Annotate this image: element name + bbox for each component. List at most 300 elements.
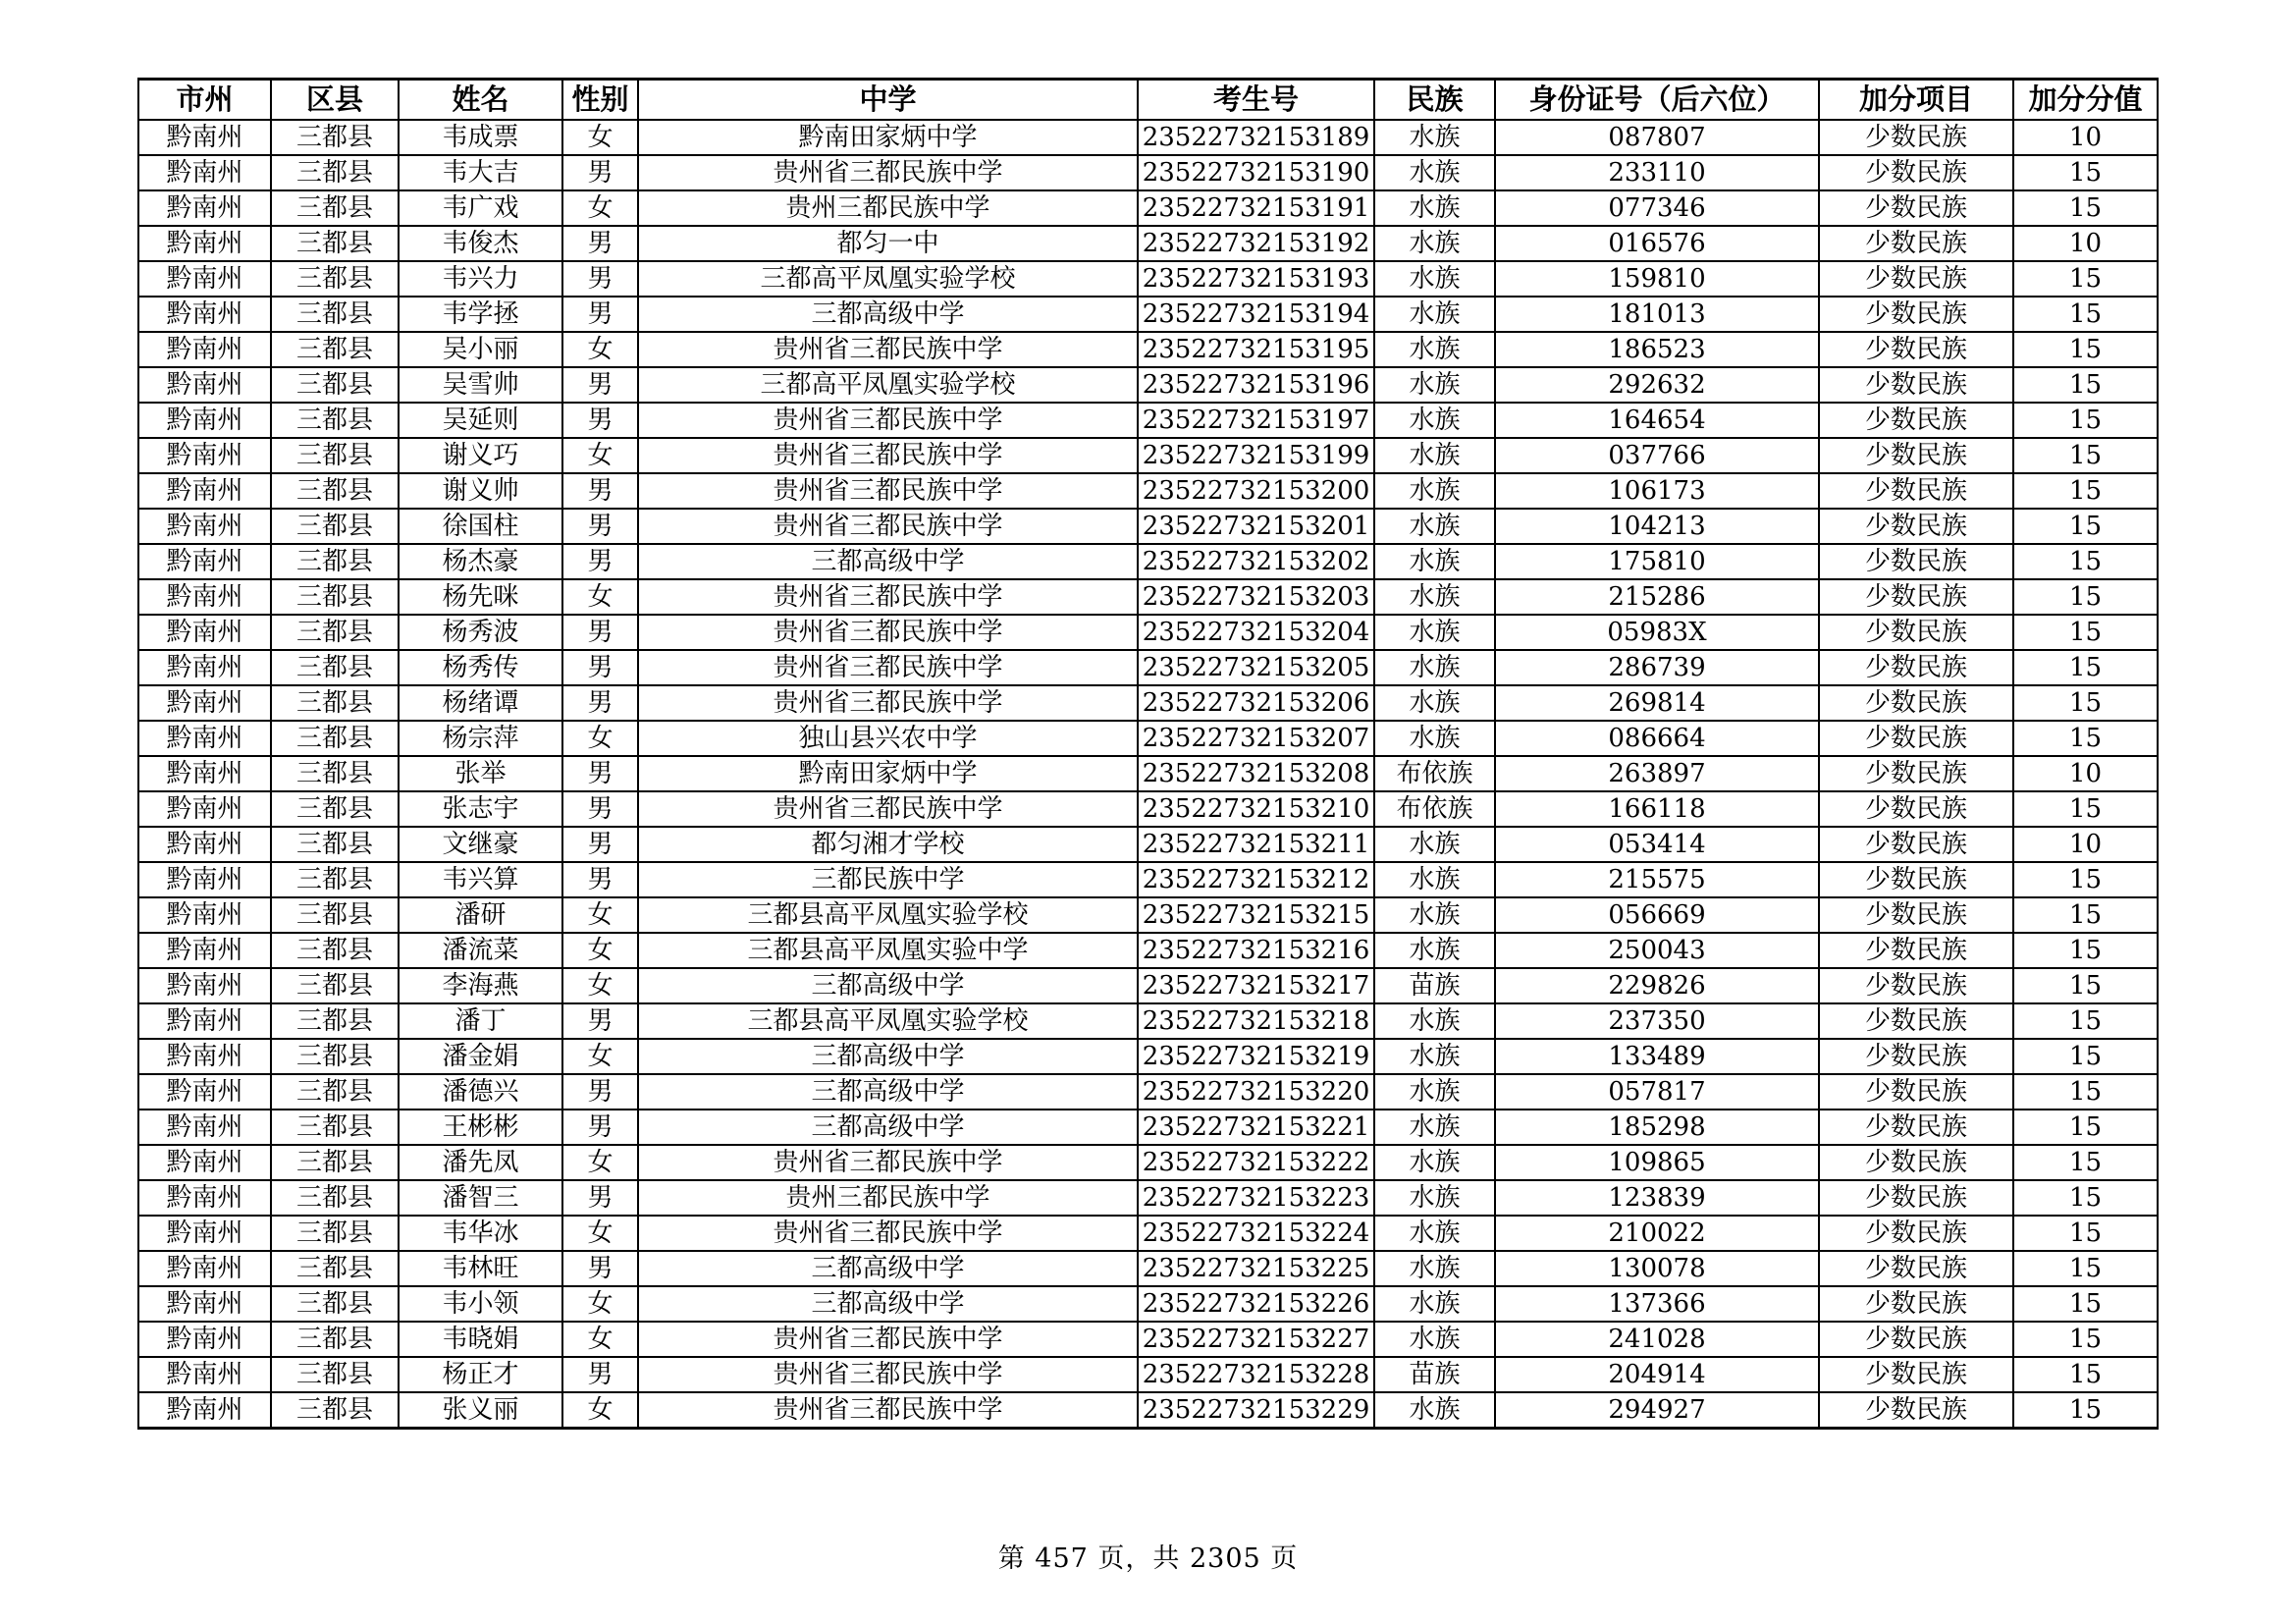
city-cell: 黔南州 [138,1074,271,1110]
student-name-cell: 韦学拯 [399,297,562,332]
county-cell: 三都县 [271,1003,399,1039]
county-cell: 三都县 [271,1216,399,1251]
student-name-cell: 张义丽 [399,1392,562,1429]
school-cell: 三都高平凤凰实验学校 [638,261,1138,297]
county-cell: 三都县 [271,155,399,190]
exam-number-cell: 23522732153201 [1138,509,1374,544]
bonus-points-cell: 15 [2013,297,2158,332]
ethnicity-cell: 水族 [1374,438,1495,473]
gender-cell: 女 [562,897,638,933]
id-suffix-cell: 186523 [1495,332,1819,367]
student-name-cell: 杨宗萍 [399,721,562,756]
bonus-points-cell: 15 [2013,1251,2158,1286]
bonus-points-cell: 15 [2013,615,2158,650]
ethnicity-cell: 水族 [1374,1392,1495,1429]
bonus-item-cell: 少数民族 [1819,297,2013,332]
school-cell: 贵州省三都民族中学 [638,403,1138,438]
city-cell: 黔南州 [138,615,271,650]
gender-cell: 男 [562,1003,638,1039]
city-cell: 黔南州 [138,1180,271,1216]
exam-number-cell: 23522732153202 [1138,544,1374,579]
gender-cell: 男 [562,226,638,261]
table-row [138,1392,2158,1429]
id-suffix-cell: 292632 [1495,367,1819,403]
student-name-cell: 韦华冰 [399,1216,562,1251]
school-cell: 都匀一中 [638,226,1138,261]
id-suffix-cell: 210022 [1495,1216,1819,1251]
city-cell: 黔南州 [138,897,271,933]
bonus-item-cell: 少数民族 [1819,968,2013,1003]
ethnicity-cell: 水族 [1374,579,1495,615]
exam-number-cell: 23522732153218 [1138,1003,1374,1039]
exam-number-cell: 23522732153193 [1138,261,1374,297]
gender-cell: 男 [562,862,638,897]
id-suffix-cell: 233110 [1495,155,1819,190]
gender-cell: 男 [562,473,638,509]
bonus-points-cell: 15 [2013,1039,2158,1074]
school-cell: 贵州省三都民族中学 [638,509,1138,544]
table-row [138,120,2158,155]
school-cell: 三都县高平凤凰实验中学 [638,933,1138,968]
exam-number-cell: 23522732153228 [1138,1357,1374,1392]
gender-cell: 女 [562,968,638,1003]
ethnicity-cell: 水族 [1374,120,1495,155]
student-name-cell: 韦大吉 [399,155,562,190]
id-suffix-cell: 181013 [1495,297,1819,332]
table-row [138,1357,2158,1392]
gender-cell: 女 [562,933,638,968]
ethnicity-cell: 水族 [1374,1251,1495,1286]
bonus-item-cell: 少数民族 [1819,1286,2013,1322]
exam-number-header: 考生号 [1138,80,1374,121]
student-name-cell: 杨杰豪 [399,544,562,579]
city-cell: 黔南州 [138,721,271,756]
bonus-item-cell: 少数民族 [1819,897,2013,933]
county-cell: 三都县 [271,367,399,403]
table-row [138,933,2158,968]
gender-cell: 女 [562,1322,638,1357]
bonus-points-cell: 10 [2013,120,2158,155]
table-row [138,1039,2158,1074]
ethnicity-cell: 水族 [1374,897,1495,933]
student-name-cell: 杨秀传 [399,650,562,685]
exam-number-cell: 23522732153229 [1138,1392,1374,1429]
student-name-cell: 吴延则 [399,403,562,438]
gender-cell: 女 [562,1216,638,1251]
ethnicity-header: 民族 [1374,80,1495,121]
student-name-cell: 潘德兴 [399,1074,562,1110]
exam-number-cell: 23522732153189 [1138,120,1374,155]
student-name-cell: 李海燕 [399,968,562,1003]
exam-number-cell: 23522732153226 [1138,1286,1374,1322]
county-cell: 三都县 [271,791,399,827]
table-row [138,155,2158,190]
county-cell: 三都县 [271,721,399,756]
bonus-item-cell: 少数民族 [1819,332,2013,367]
city-cell: 黔南州 [138,190,271,226]
school-cell: 三都县高平凤凰实验学校 [638,897,1138,933]
bonus-item-cell: 少数民族 [1819,650,2013,685]
gender-cell: 男 [562,509,638,544]
exam-number-cell: 23522732153223 [1138,1180,1374,1216]
student-name-cell: 吴雪帅 [399,367,562,403]
id-suffix-cell: 106173 [1495,473,1819,509]
school-cell: 贵州省三都民族中学 [638,685,1138,721]
school-cell: 贵州三都民族中学 [638,190,1138,226]
school-header: 中学 [638,80,1138,121]
exam-number-cell: 23522732153210 [1138,791,1374,827]
city-cell: 黔南州 [138,1322,271,1357]
ethnicity-cell: 水族 [1374,332,1495,367]
exam-number-cell: 23522732153203 [1138,579,1374,615]
city-cell: 黔南州 [138,332,271,367]
table-row [138,438,2158,473]
city-cell: 黔南州 [138,473,271,509]
bonus-points-cell: 10 [2013,756,2158,791]
school-cell: 三都高平凤凰实验学校 [638,367,1138,403]
student-name-cell: 吴小丽 [399,332,562,367]
ethnicity-cell: 水族 [1374,827,1495,862]
county-cell: 三都县 [271,933,399,968]
exam-number-cell: 23522732153212 [1138,862,1374,897]
city-cell: 黔南州 [138,438,271,473]
student-name-cell: 杨正才 [399,1357,562,1392]
table-row [138,756,2158,791]
ethnicity-cell: 水族 [1374,615,1495,650]
city-cell: 黔南州 [138,685,271,721]
school-cell: 贵州省三都民族中学 [638,1145,1138,1180]
gender-cell: 女 [562,1039,638,1074]
city-cell: 黔南州 [138,120,271,155]
table-row [138,473,2158,509]
id-suffix-cell: 204914 [1495,1357,1819,1392]
bonus-item-cell: 少数民族 [1819,721,2013,756]
bonus-item-cell: 少数民族 [1819,1180,2013,1216]
table-header [138,80,2158,121]
gender-cell: 男 [562,155,638,190]
ethnicity-cell: 水族 [1374,685,1495,721]
gender-cell: 女 [562,1392,638,1429]
ethnicity-cell: 水族 [1374,226,1495,261]
bonus-points-cell: 15 [2013,1216,2158,1251]
bonus-points-cell: 15 [2013,403,2158,438]
bonus-points-cell: 15 [2013,862,2158,897]
exam-number-cell: 23522732153195 [1138,332,1374,367]
table-row [138,1074,2158,1110]
id-suffix-cell: 016576 [1495,226,1819,261]
bonus-points-cell: 15 [2013,579,2158,615]
gender-cell: 男 [562,685,638,721]
exam-number-cell: 23522732153204 [1138,615,1374,650]
ethnicity-cell: 水族 [1374,1003,1495,1039]
bonus-item-cell: 少数民族 [1819,261,2013,297]
bonus-points-cell: 10 [2013,226,2158,261]
student-name-cell: 韦小领 [399,1286,562,1322]
city-cell: 黔南州 [138,1039,271,1074]
school-cell: 贵州省三都民族中学 [638,650,1138,685]
id-suffix-cell: 229826 [1495,968,1819,1003]
ethnicity-cell: 水族 [1374,473,1495,509]
bonus-points-cell: 15 [2013,1003,2158,1039]
city-cell: 黔南州 [138,1216,271,1251]
city-cell: 黔南州 [138,791,271,827]
county-header: 区县 [271,80,399,121]
city-cell: 黔南州 [138,155,271,190]
county-cell: 三都县 [271,1357,399,1392]
id-suffix-cell: 175810 [1495,544,1819,579]
bonus-item-cell: 少数民族 [1819,190,2013,226]
bonus-item-cell: 少数民族 [1819,438,2013,473]
ethnicity-cell: 水族 [1374,155,1495,190]
bonus-points-cell: 15 [2013,1110,2158,1145]
county-cell: 三都县 [271,297,399,332]
school-cell: 三都高级中学 [638,1039,1138,1074]
student-name-cell: 王彬彬 [399,1110,562,1145]
county-cell: 三都县 [271,1286,399,1322]
id-suffix-cell: 269814 [1495,685,1819,721]
bonus-points-cell: 15 [2013,1074,2158,1110]
city-cell: 黔南州 [138,544,271,579]
school-cell: 贵州省三都民族中学 [638,438,1138,473]
table-row [138,827,2158,862]
school-cell: 三都高级中学 [638,968,1138,1003]
city-cell: 黔南州 [138,1145,271,1180]
ethnicity-cell: 水族 [1374,190,1495,226]
student-name-cell: 潘研 [399,897,562,933]
table-row [138,1180,2158,1216]
county-cell: 三都县 [271,897,399,933]
table-row [138,1322,2158,1357]
bonus-item-header: 加分项目 [1819,80,2013,121]
gender-cell: 男 [562,403,638,438]
county-cell: 三都县 [271,968,399,1003]
gender-cell: 男 [562,650,638,685]
id-suffix-cell: 109865 [1495,1145,1819,1180]
id-suffix-cell: 123839 [1495,1180,1819,1216]
county-cell: 三都县 [271,1392,399,1429]
id-suffix-cell: 137366 [1495,1286,1819,1322]
bonus-points-cell: 15 [2013,685,2158,721]
student-name-cell: 杨秀波 [399,615,562,650]
school-cell: 三都县高平凤凰实验学校 [638,1003,1138,1039]
county-cell: 三都县 [271,1039,399,1074]
bonus-points-cell: 15 [2013,190,2158,226]
school-cell: 贵州省三都民族中学 [638,473,1138,509]
school-cell: 黔南田家炳中学 [638,756,1138,791]
bonus-item-cell: 少数民族 [1819,1357,2013,1392]
city-cell: 黔南州 [138,367,271,403]
bonus-points-cell: 15 [2013,261,2158,297]
school-cell: 三都民族中学 [638,862,1138,897]
exam-number-cell: 23522732153208 [1138,756,1374,791]
ethnicity-cell: 水族 [1374,1322,1495,1357]
county-cell: 三都县 [271,827,399,862]
gender-cell: 男 [562,1110,638,1145]
id-suffix-cell: 077346 [1495,190,1819,226]
city-cell: 黔南州 [138,968,271,1003]
city-cell: 黔南州 [138,933,271,968]
bonus-item-cell: 少数民族 [1819,403,2013,438]
id-suffix-cell: 037766 [1495,438,1819,473]
school-cell: 贵州省三都民族中学 [638,155,1138,190]
student-name-cell: 谢义帅 [399,473,562,509]
id-suffix-cell: 215286 [1495,579,1819,615]
school-cell: 贵州省三都民族中学 [638,1357,1138,1392]
bonus-points-cell: 15 [2013,650,2158,685]
gender-cell: 女 [562,438,638,473]
school-cell: 独山县兴农中学 [638,721,1138,756]
exam-number-cell: 23522732153219 [1138,1039,1374,1074]
exam-number-cell: 23522732153207 [1138,721,1374,756]
student-name-cell: 潘丁 [399,1003,562,1039]
id-suffix-cell: 250043 [1495,933,1819,968]
bonus-item-cell: 少数民族 [1819,155,2013,190]
id-suffix-cell: 130078 [1495,1251,1819,1286]
gender-cell: 女 [562,190,638,226]
ethnicity-cell: 布依族 [1374,791,1495,827]
county-cell: 三都县 [271,615,399,650]
school-cell: 三都高级中学 [638,1074,1138,1110]
student-name-cell: 徐国柱 [399,509,562,544]
school-cell: 贵州省三都民族中学 [638,615,1138,650]
city-cell: 黔南州 [138,579,271,615]
bonus-item-cell: 少数民族 [1819,933,2013,968]
school-cell: 贵州省三都民族中学 [638,579,1138,615]
county-cell: 三都县 [271,473,399,509]
city-cell: 黔南州 [138,297,271,332]
exam-number-cell: 23522732153206 [1138,685,1374,721]
county-cell: 三都县 [271,685,399,721]
gender-cell: 女 [562,332,638,367]
county-cell: 三都县 [271,862,399,897]
gender-cell: 男 [562,1074,638,1110]
ethnicity-cell: 水族 [1374,1145,1495,1180]
exam-number-cell: 23522732153215 [1138,897,1374,933]
school-cell: 贵州省三都民族中学 [638,1216,1138,1251]
city-cell: 黔南州 [138,1392,271,1429]
county-cell: 三都县 [271,1180,399,1216]
ethnicity-cell: 水族 [1374,509,1495,544]
ethnicity-cell: 水族 [1374,650,1495,685]
bonus-points-cell: 15 [2013,721,2158,756]
ethnicity-cell: 水族 [1374,297,1495,332]
bonus-points-cell: 15 [2013,1180,2158,1216]
student-name-cell: 韦俊杰 [399,226,562,261]
gender-cell: 男 [562,367,638,403]
table-row [138,968,2158,1003]
ethnicity-cell: 布依族 [1374,756,1495,791]
bonus-points-cell: 15 [2013,1145,2158,1180]
table-row [138,862,2158,897]
table-row [138,650,2158,685]
id-suffix-cell: 263897 [1495,756,1819,791]
table-row [138,1003,2158,1039]
gender-cell: 男 [562,615,638,650]
bonus-item-cell: 少数民族 [1819,120,2013,155]
bonus-points-cell: 15 [2013,509,2158,544]
id-suffix-cell: 215575 [1495,862,1819,897]
name-header: 姓名 [399,80,562,121]
county-cell: 三都县 [271,261,399,297]
city-cell: 黔南州 [138,862,271,897]
table-row [138,403,2158,438]
ethnicity-cell: 水族 [1374,1074,1495,1110]
county-cell: 三都县 [271,332,399,367]
county-cell: 三都县 [271,190,399,226]
table-row [138,1286,2158,1322]
table-body [138,120,2158,1429]
table-row [138,897,2158,933]
table-row [138,685,2158,721]
table-row [138,1110,2158,1145]
id-suffix-cell: 294927 [1495,1392,1819,1429]
id-suffix-cell: 159810 [1495,261,1819,297]
ethnicity-cell: 水族 [1374,1180,1495,1216]
table-row [138,544,2158,579]
city-cell: 黔南州 [138,509,271,544]
id-suffix-cell: 057817 [1495,1074,1819,1110]
student-name-cell: 潘智三 [399,1180,562,1216]
id-suffix-cell: 185298 [1495,1110,1819,1145]
bonus-item-cell: 少数民族 [1819,756,2013,791]
gender-cell: 男 [562,791,638,827]
student-name-cell: 潘流菜 [399,933,562,968]
exam-number-cell: 23522732153200 [1138,473,1374,509]
bonus-item-cell: 少数民族 [1819,791,2013,827]
exam-number-cell: 23522732153190 [1138,155,1374,190]
table-row [138,261,2158,297]
gender-cell: 女 [562,579,638,615]
bonus-points-cell: 15 [2013,438,2158,473]
bonus-points-cell: 15 [2013,791,2158,827]
bonus-points-cell: 15 [2013,1357,2158,1392]
school-cell: 贵州省三都民族中学 [638,791,1138,827]
table-row [138,190,2158,226]
school-cell: 贵州省三都民族中学 [638,1322,1138,1357]
student-name-cell: 文继豪 [399,827,562,862]
bonus-item-cell: 少数民族 [1819,1039,2013,1074]
exam-number-cell: 23522732153211 [1138,827,1374,862]
header-row [138,80,2158,121]
school-cell: 贵州三都民族中学 [638,1180,1138,1216]
table-row [138,721,2158,756]
bonus-points-cell: 15 [2013,1392,2158,1429]
gender-cell: 男 [562,827,638,862]
bonus-points-cell: 15 [2013,933,2158,968]
bonus-item-cell: 少数民族 [1819,1392,2013,1429]
table-row [138,579,2158,615]
county-cell: 三都县 [271,1110,399,1145]
bonus-item-cell: 少数民族 [1819,862,2013,897]
bonus-item-cell: 少数民族 [1819,827,2013,862]
ethnicity-cell: 水族 [1374,1039,1495,1074]
school-cell: 黔南田家炳中学 [638,120,1138,155]
school-cell: 三都高级中学 [638,297,1138,332]
bonus-item-cell: 少数民族 [1819,1145,2013,1180]
student-name-cell: 韦兴力 [399,261,562,297]
student-name-cell: 张举 [399,756,562,791]
exam-number-cell: 23522732153192 [1138,226,1374,261]
student-name-cell: 杨先咪 [399,579,562,615]
gender-cell: 男 [562,756,638,791]
county-cell: 三都县 [271,403,399,438]
page-number-footer: 第 457 页，共 2305 页 [997,1543,1299,1574]
school-cell: 三都高级中学 [638,1110,1138,1145]
bonus-points-cell: 15 [2013,367,2158,403]
county-cell: 三都县 [271,438,399,473]
id-suffix-cell: 087807 [1495,120,1819,155]
id-suffix-cell: 053414 [1495,827,1819,862]
